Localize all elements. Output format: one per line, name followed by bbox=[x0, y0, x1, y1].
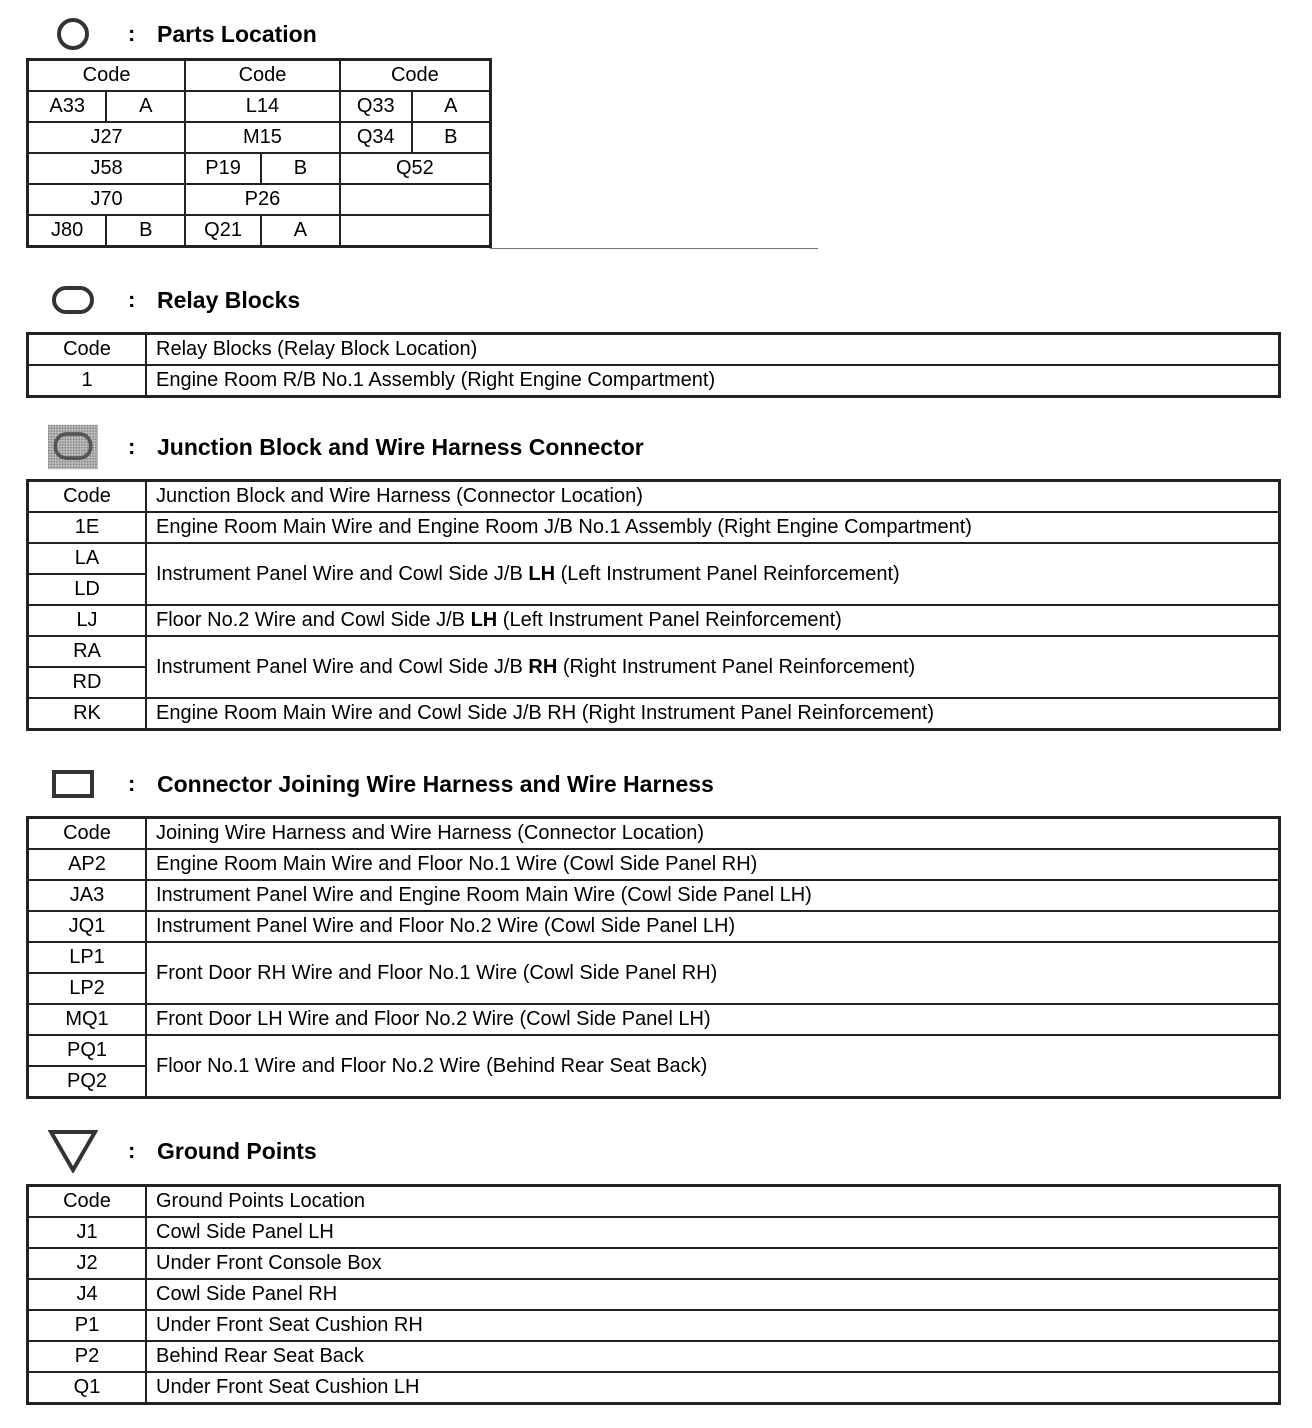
relay-blocks-table bbox=[26, 332, 1281, 398]
location-cell: Behind Rear Seat Back bbox=[146, 1341, 1280, 1372]
table-row bbox=[28, 605, 1280, 636]
code-cell: Q21 bbox=[185, 215, 261, 247]
header-cell: Code bbox=[28, 334, 147, 366]
location-text: Engine Room Main Wire and Cowl Side J/B RH (Right Instrument Panel Reinforcement) bbox=[156, 702, 935, 724]
header-cell: Code bbox=[28, 481, 147, 513]
code-cell: JA3 bbox=[28, 880, 147, 911]
rectangle-icon bbox=[48, 764, 98, 804]
code-cell: P2 bbox=[28, 1341, 147, 1372]
code-cell: PQ2 bbox=[28, 1066, 147, 1098]
location-cell: Instrument Panel Wire and Engine Room Main Wire (Cowl Side Panel LH) bbox=[146, 880, 1280, 911]
table-header-row bbox=[28, 1186, 1280, 1218]
location-cell: Floor No.1 Wire and Floor No.2 Wire (Behind Rear Seat Back) bbox=[146, 1035, 1280, 1098]
header-cell: Code bbox=[28, 818, 147, 850]
code-cell: A bbox=[412, 91, 491, 122]
location-text: (Right Instrument Panel Reinforcement) bbox=[557, 655, 916, 678]
location-text: (Left Instrument Panel Reinforcement) bbox=[497, 609, 842, 631]
code-cell: J80 bbox=[28, 215, 107, 247]
connector-table bbox=[26, 816, 1281, 1099]
code-cell: RK bbox=[28, 698, 147, 730]
section-title: Relay Blocks bbox=[157, 286, 301, 313]
side-marker: LH bbox=[470, 609, 498, 631]
shaded-rounded-rect-icon bbox=[48, 427, 98, 467]
code-cell: Q34 bbox=[340, 122, 412, 153]
location-cell: Front Door LH Wire and Floor No.2 Wire (Cowl Side Panel LH) bbox=[146, 1004, 1280, 1035]
table-row bbox=[28, 1004, 1280, 1035]
code-cell: B bbox=[412, 122, 491, 153]
code-cell: Q52 bbox=[340, 153, 491, 184]
header-cell: Code bbox=[28, 1186, 147, 1218]
location-cell: Engine Room Main Wire and Floor No.1 Wire (Cowl Side Panel RH) bbox=[146, 849, 1280, 880]
parts-location-table bbox=[26, 58, 492, 248]
location-cell: Under Front Seat Cushion LH bbox=[146, 1372, 1280, 1404]
code-cell: PQ1 bbox=[28, 1035, 147, 1066]
location-cell: Under Front Console Box bbox=[146, 1248, 1280, 1279]
code-cell: J58 bbox=[28, 153, 186, 184]
code-cell: Q1 bbox=[28, 1372, 147, 1404]
location-cell bbox=[146, 698, 1280, 730]
table-row bbox=[28, 1035, 1280, 1066]
side-marker: RH bbox=[528, 655, 558, 678]
table-row bbox=[28, 880, 1280, 911]
code-cell: A33 bbox=[28, 91, 107, 122]
divider bbox=[490, 248, 818, 249]
table-row bbox=[28, 636, 1280, 667]
code-cell: A bbox=[261, 215, 340, 247]
location-cell: Under Front Seat Cushion RH bbox=[146, 1310, 1280, 1341]
code-cell: A bbox=[106, 91, 185, 122]
section-title: Junction Block and Wire Harness Connector bbox=[157, 433, 644, 460]
table-row bbox=[28, 1217, 1280, 1248]
section-title: Ground Points bbox=[157, 1137, 317, 1164]
table-header-row bbox=[28, 481, 1280, 513]
section-colon: : bbox=[128, 1138, 136, 1163]
triangle-icon bbox=[48, 1131, 98, 1171]
table-row bbox=[28, 849, 1280, 880]
header-cell: Code bbox=[185, 60, 340, 92]
ground-points-table bbox=[26, 1184, 1281, 1405]
section-title: Parts Location bbox=[157, 20, 317, 47]
table-row bbox=[28, 911, 1280, 942]
table-row bbox=[28, 942, 1280, 973]
section-colon: : bbox=[128, 434, 136, 459]
code-cell: RA bbox=[28, 636, 147, 667]
table-row bbox=[28, 543, 1280, 574]
code-cell: L14 bbox=[185, 91, 340, 122]
code-cell: Q33 bbox=[340, 91, 412, 122]
location-cell bbox=[146, 605, 1280, 636]
code-cell: LP1 bbox=[28, 942, 147, 973]
table-row bbox=[28, 1341, 1280, 1372]
code-cell: J27 bbox=[28, 122, 186, 153]
location-cell: Engine Room R/B No.1 Assembly (Right Engine Compartment) bbox=[146, 365, 1280, 397]
code-cell: LD bbox=[28, 574, 147, 605]
header-cell: Relay Blocks (Relay Block Location) bbox=[146, 334, 1280, 366]
code-cell: 1 bbox=[28, 365, 147, 397]
table-row bbox=[28, 365, 1280, 397]
location-text: Floor No.2 Wire and Cowl Side J/B bbox=[156, 609, 471, 631]
location-text: Instrument Panel Wire and Cowl Side J/B bbox=[156, 655, 529, 678]
side-marker: LH bbox=[528, 562, 556, 585]
code-cell: MQ1 bbox=[28, 1004, 147, 1035]
location-cell bbox=[146, 543, 1280, 605]
circle-icon bbox=[48, 14, 98, 54]
header-cell: Joining Wire Harness and Wire Harness (Connector Location) bbox=[146, 818, 1280, 850]
table-row bbox=[28, 698, 1280, 730]
code-cell bbox=[340, 184, 491, 215]
table-row bbox=[28, 91, 491, 122]
code-cell: LA bbox=[28, 543, 147, 574]
code-cell: P26 bbox=[185, 184, 340, 215]
table-row bbox=[28, 153, 491, 184]
junction-block-table bbox=[26, 479, 1281, 731]
code-cell bbox=[340, 215, 491, 247]
table-row bbox=[28, 122, 491, 153]
code-cell: JQ1 bbox=[28, 911, 147, 942]
header-cell: Code bbox=[340, 60, 491, 92]
rounded-rect-icon bbox=[48, 280, 98, 320]
section-colon: : bbox=[128, 771, 136, 796]
code-cell: AP2 bbox=[28, 849, 147, 880]
header-cell: Ground Points Location bbox=[146, 1186, 1280, 1218]
location-cell: Front Door RH Wire and Floor No.1 Wire (Cowl Side Panel RH) bbox=[146, 942, 1280, 1004]
header-cell: Code bbox=[28, 60, 186, 92]
table-row bbox=[28, 1310, 1280, 1341]
table-row bbox=[28, 184, 491, 215]
code-cell: LJ bbox=[28, 605, 147, 636]
code-cell: M15 bbox=[185, 122, 340, 153]
section-title: Connector Joining Wire Harness and Wire Harness bbox=[157, 770, 714, 797]
location-text: (Left Instrument Panel Reinforcement) bbox=[555, 562, 900, 585]
code-cell: J1 bbox=[28, 1217, 147, 1248]
code-cell: P1 bbox=[28, 1310, 147, 1341]
location-cell: Cowl Side Panel RH bbox=[146, 1279, 1280, 1310]
table-row bbox=[28, 512, 1280, 543]
section-colon: : bbox=[128, 21, 136, 46]
code-cell: RD bbox=[28, 667, 147, 698]
code-cell: B bbox=[106, 215, 185, 247]
table-header-row bbox=[28, 60, 491, 92]
table-row bbox=[28, 1248, 1280, 1279]
location-cell bbox=[146, 636, 1280, 698]
code-cell: 1E bbox=[28, 512, 147, 543]
code-cell: J2 bbox=[28, 1248, 147, 1279]
table-row bbox=[28, 215, 491, 247]
table-header-row bbox=[28, 334, 1280, 366]
code-cell: LP2 bbox=[28, 973, 147, 1004]
location-cell: Instrument Panel Wire and Floor No.2 Wire (Cowl Side Panel LH) bbox=[146, 911, 1280, 942]
table-row bbox=[28, 1279, 1280, 1310]
table-row bbox=[28, 1372, 1280, 1404]
code-cell: B bbox=[261, 153, 340, 184]
location-text: Instrument Panel Wire and Cowl Side J/B bbox=[156, 562, 529, 585]
section-colon: : bbox=[128, 287, 136, 312]
header-cell: Junction Block and Wire Harness (Connector Location) bbox=[146, 481, 1280, 513]
code-cell: P19 bbox=[185, 153, 261, 184]
code-cell: J4 bbox=[28, 1279, 147, 1310]
location-text: Engine Room Main Wire and Engine Room J/B No.1 Assembly (Right Engine Compartment) bbox=[156, 516, 972, 538]
location-cell: Cowl Side Panel LH bbox=[146, 1217, 1280, 1248]
location-cell bbox=[146, 512, 1280, 543]
code-cell: J70 bbox=[28, 184, 186, 215]
table-header-row bbox=[28, 818, 1280, 850]
